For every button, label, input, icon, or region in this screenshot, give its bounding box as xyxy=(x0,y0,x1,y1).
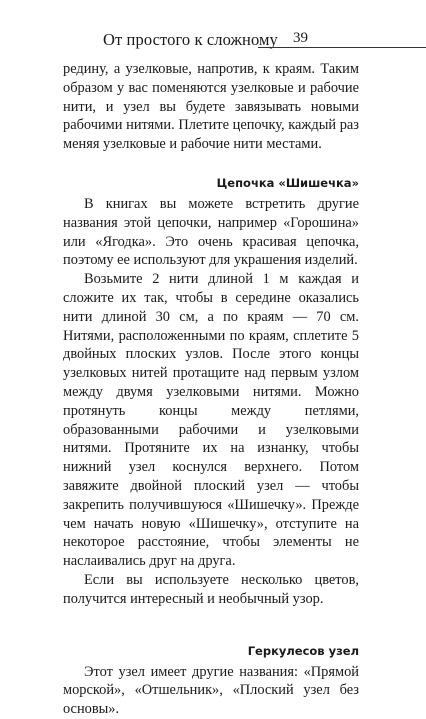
page-body xyxy=(63,60,359,719)
page-number: 39 xyxy=(293,30,308,46)
paragraph-continued: редину, а узелковые, напротив, к краям. Таким образом у вас поменяются узелковые и рабочие нити, и узел вы будете завязывать новыми рабочими нитями. Плетите цепочку, каждый раз меняя узелковые и рабочие нити местами. xyxy=(63,61,359,153)
paragraph-intro: В книгах вы можете встретить другие названия этой цепочки, например «Горошина» или «Ягодка». Это очень красивая цепочка, поэтому ее используют для украшения изделий. xyxy=(63,195,359,269)
section-heading-shishechka: Цепочка «Шишечка» xyxy=(216,175,359,190)
page-header xyxy=(103,30,426,50)
paragraph-hercules: Этот узел имеет другие названия: «Прямой морской», «Отшельник», «Плоский узел без основы». xyxy=(63,663,359,718)
running-title: От простого к сложному xyxy=(103,30,278,49)
section-heading-hercules-knot: Геркулесов узел xyxy=(247,643,359,658)
paragraph-colors: Если вы используете несколько цветов, получится интересный и необычный узор. xyxy=(63,571,359,607)
paragraph-instructions: Возьмите 2 нити длиной 1 м каждая и сложите их так, чтобы в середине оказались нити длиной 30 см, а по краям — 70 см. Нитями, расположенными по краям, сплетите 5 двойных плоских узлов. После этого концы узелковых нитей протащите над первым узлом между двумя узелковыми нитями. Можно протянуть концы между петлями, образованными рабочими и узелковыми нитями. Протяните их на изнанку, чтобы нижний узел коснулся верхнего. Потом завяжите двойной плоский узел — чтобы закрепить получившуюся «Шишечку». Прежде чем начать новую «Шишечку», отступите на некоторое расстояние, чтобы элементы не наслаивались друг на друга. xyxy=(63,271,359,570)
header-rule xyxy=(258,47,426,48)
